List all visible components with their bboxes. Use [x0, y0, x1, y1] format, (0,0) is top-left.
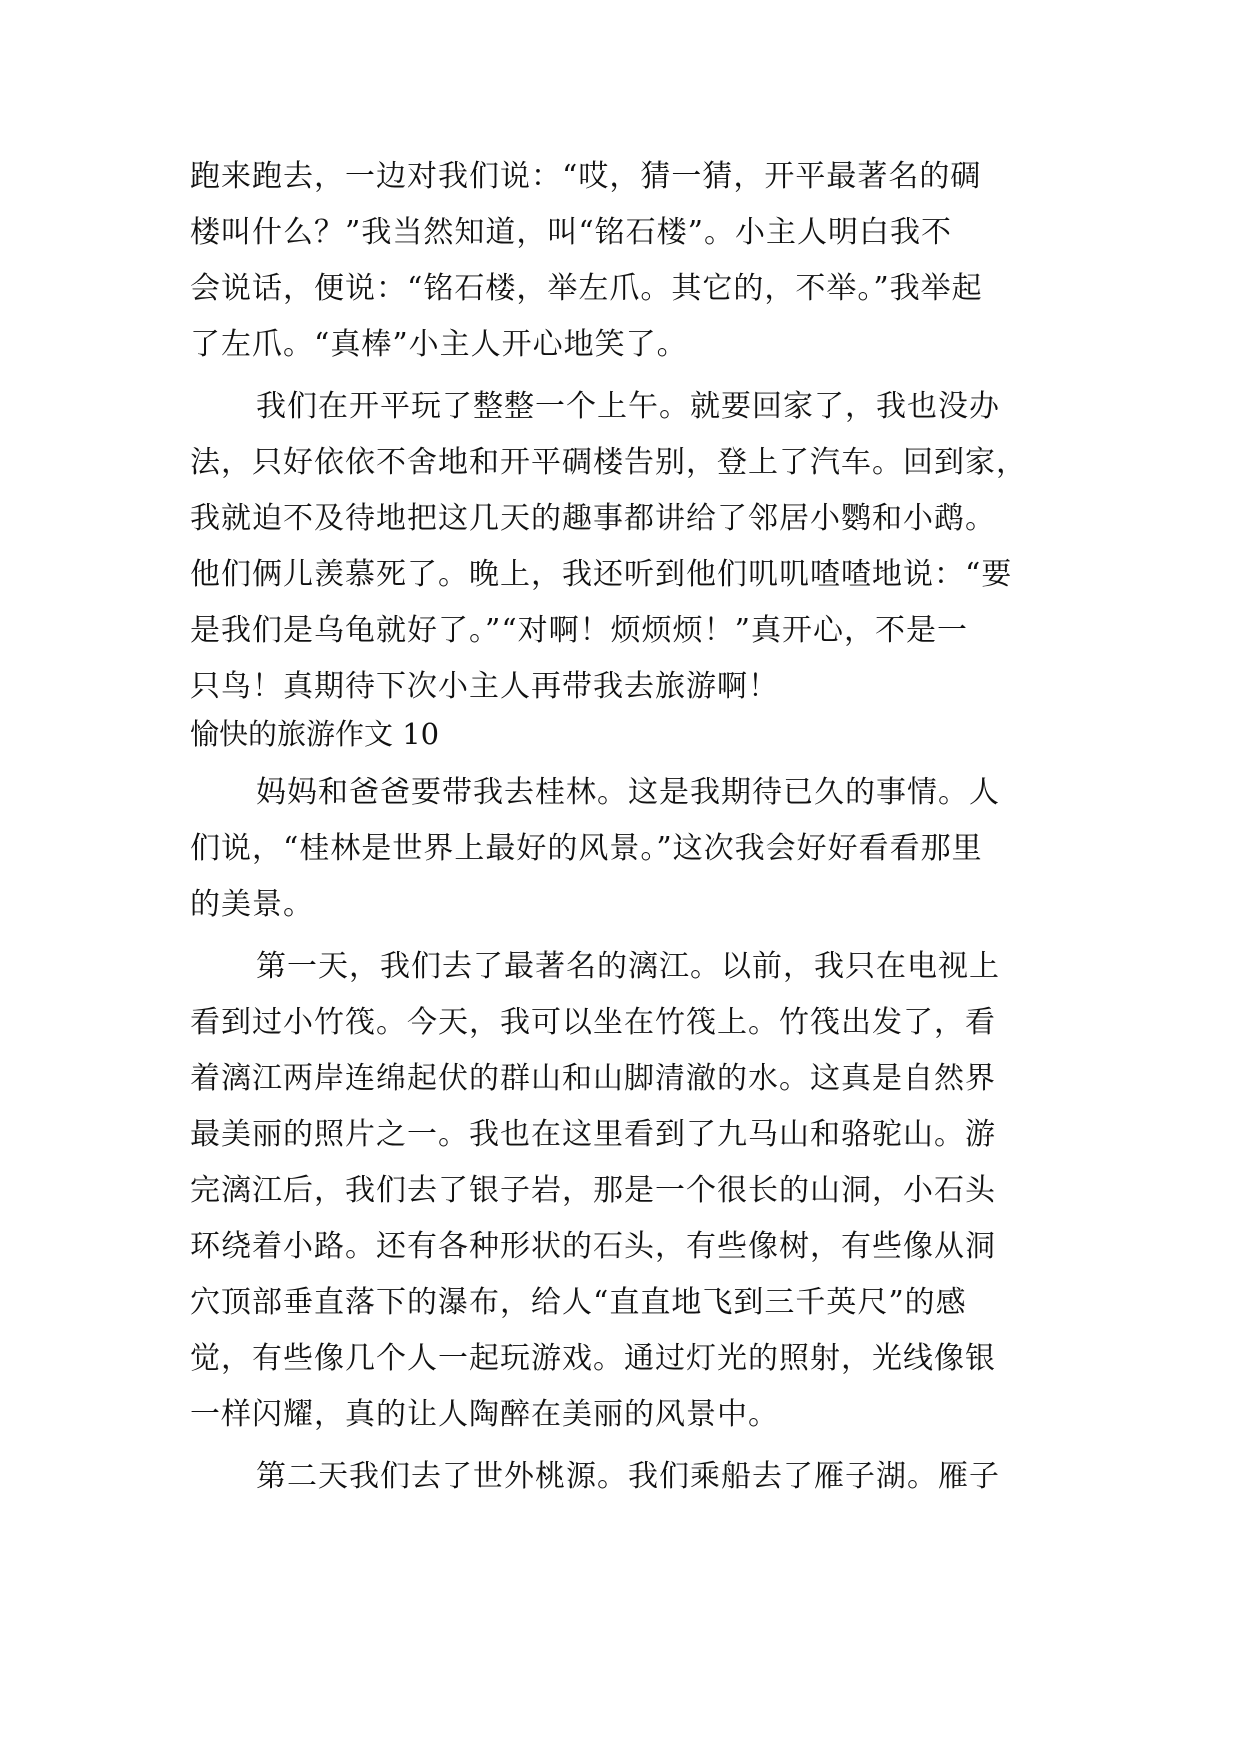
paragraph-first-line: 第二天我们去了世外桃源。我们乘船去了雁子湖。雁子	[256, 1459, 1000, 1494]
text-line: 觉，有些像几个人一起玩游戏。通过灯光的照射，光线像银	[190, 1341, 996, 1376]
paragraph-first-line: 妈妈和爸爸要带我去桂林。这是我期待已久的事情。人	[256, 775, 1000, 810]
paragraph-first-line: 我们在开平玩了整整一个上午。就要回家了，我也没办	[256, 389, 1000, 424]
text-line: 会说话，便说：“铭石楼，举左爪。其它的，不举。”我举起	[190, 271, 983, 306]
section-heading: 愉快的旅游作文 10	[190, 717, 440, 751]
paragraph-first-line: 第一天，我们去了最著名的漓江。以前，我只在电视上	[256, 949, 1000, 984]
text-line: 最美丽的照片之一。我也在这里看到了九马山和骆驼山。游	[190, 1117, 996, 1152]
text-line: 只鸟！真期待下次小主人再带我去旅游啊！	[190, 669, 779, 704]
text-line: 们说，“桂林是世界上最好的风景。”这次我会好好看看那里	[190, 831, 983, 866]
text-line: 我就迫不及待地把这几天的趣事都讲给了邻居小鹦和小鹉。	[190, 501, 996, 536]
text-line: 完漓江后，我们去了银子岩，那是一个很长的山洞，小石头	[190, 1173, 996, 1208]
text-line: 穴顶部垂直落下的瀑布，给人“直直地飞到三千英尺”的感	[190, 1285, 967, 1320]
text-line: 的美景。	[190, 887, 314, 922]
text-line: 是我们是乌龟就好了。”“对啊！烦烦烦！”真开心，不是一	[190, 613, 969, 648]
text-line: 看到过小竹筏。今天，我可以坐在竹筏上。竹筏出发了，看	[190, 1005, 996, 1040]
text-line: 着漓江两岸连绵起伏的群山和山脚清澈的水。这真是自然界	[190, 1061, 996, 1096]
text-line: 了左爪。“真棒”小主人开心地笑了。	[190, 327, 688, 362]
text-line: 跑来跑去，一边对我们说：“哎，猜一猜，开平最著名的碉	[190, 159, 982, 194]
text-line: 环绕着小路。还有各种形状的石头，有些像树，有些像从洞	[190, 1229, 996, 1264]
text-line: 一样闪耀，真的让人陶醉在美丽的风景中。	[190, 1397, 779, 1432]
text-line: 楼叫什么？”我当然知道，叫“铭石楼”。小主人明白我不	[190, 215, 953, 250]
text-line: 法，只好依依不舍地和开平碉楼告别，登上了汽车。回到家，	[190, 445, 1027, 480]
text-line: 他们俩儿羡慕死了。晚上，我还听到他们叽叽喳喳地说：“要	[190, 557, 1013, 592]
